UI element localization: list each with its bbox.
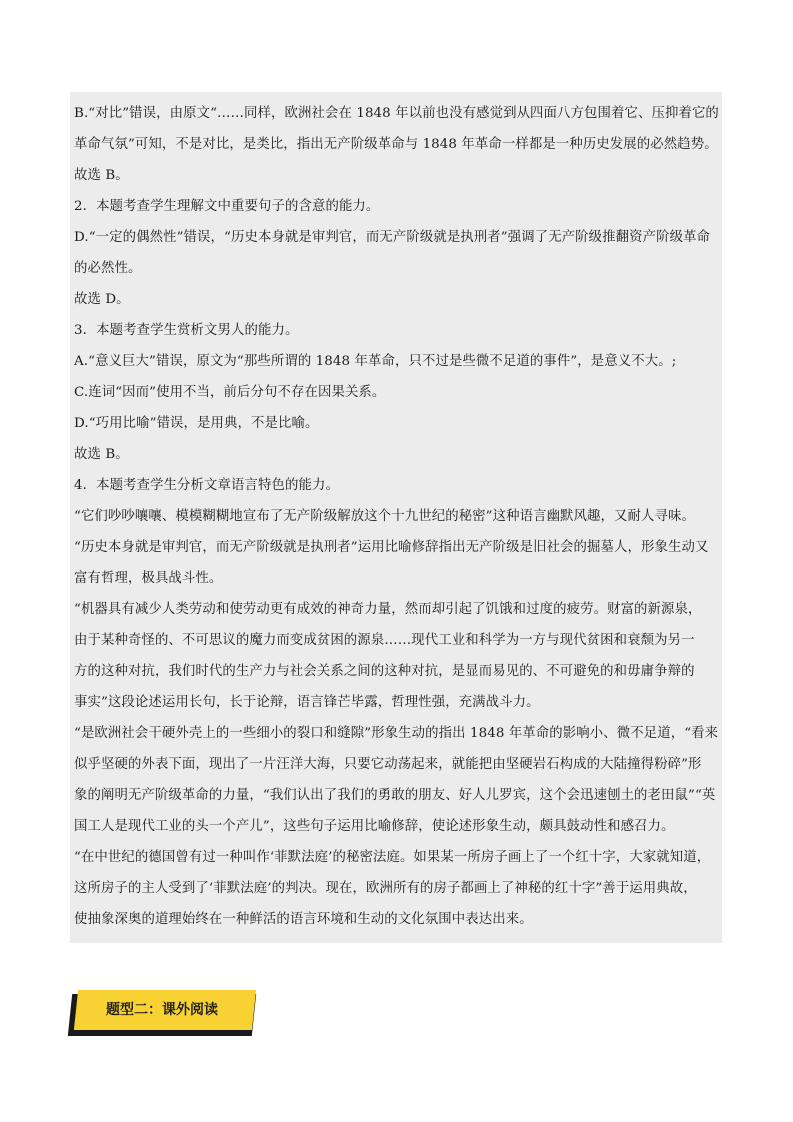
- answer-line: 2．本题考查学生理解文中重要句子的含意的能力。: [74, 199, 380, 214]
- answer-line: “是欧洲社会干硬外壳上的一些细小的裂口和缝隙”形象生动的指出 1848 年革命的影响小、微不足道，“看来: [74, 726, 719, 741]
- answer-line: “机器具有减少人类劳动和使劳动更有成效的神奇力量，然而却引起了饥饿和过度的疲劳。财富的新源泉，: [74, 602, 702, 617]
- answer-line: “历史本身就是审判官，而无产阶级就是执刑者”运用比喻修辞指出无产阶级是旧社会的掘墓人，形象生动又: [74, 540, 709, 555]
- banner-dots-decoration: [78, 1030, 118, 1036]
- answer-line: 4．本题考查学生分析文章语言特色的能力。: [74, 478, 339, 493]
- answer-line: 故选 B。: [74, 168, 129, 183]
- answer-line: 故选 D。: [74, 292, 130, 307]
- answer-line: B.“对比”错误，由原文“……同样，欧洲社会在 1848 年以前也没有感觉到从四面八方包围着它、压抑着它的: [74, 106, 719, 121]
- answer-line: 富有哲理，极具战斗性。: [74, 571, 223, 586]
- answer-line: 国工人是现代工业的头一个产儿”，这些句子运用比喻修辞，使论述形象生动，颇具鼓动性和感召力。: [74, 819, 675, 834]
- answer-line: C.连词“因而”使用不当，前后分句不存在因果关系。: [74, 385, 386, 400]
- answer-line: 似乎坚硬的外表下面，现出了一片汪洋大海，只要它动荡起来，就能把由坚硬岩石构成的大陆撞得粉碎”形: [74, 757, 702, 772]
- answer-line: 使抽象深奥的道理始终在一种鲜活的语言环境和生动的文化氛围中表达出来。: [74, 912, 533, 927]
- answer-explanation-block: [70, 92, 722, 943]
- answer-line: 故选 B。: [74, 447, 129, 462]
- answer-line: D.“一定的偶然性”错误，“历史本身就是审判官，而无产阶级就是执刑者”强调了无产阶级推翻资产阶级革命: [74, 230, 711, 245]
- answer-line: 事实”这段论述运用长句，长于论辩，语言锋芒毕露，哲理性强，充满战斗力。: [74, 695, 540, 710]
- section-tag-banner: [70, 990, 260, 1038]
- answer-line: 方的这种对抗，我们时代的生产力与社会关系之间的这种对抗，是显而易见的、不可避免的和毋庸争辩的: [74, 664, 695, 679]
- answer-line: 由于某种奇怪的、不可思议的魔力而变成贫困的源泉……现代工业和科学为一方与现代贫困和衰颓为另一: [74, 633, 695, 648]
- answer-line: 革命气氛”可知，不是对比，是类比，指出无产阶级革命与 1848 年革命一样都是一种历史发展的必然趋势。: [74, 137, 718, 152]
- answer-line: 象的阐明无产阶级革命的力量，“我们认出了我们的勇敢的朋友、好人儿罗宾，这个会迅速刨土的老田鼠”“英: [74, 788, 716, 803]
- answer-line: D.“巧用比喻”错误，是用典，不是比喻。: [74, 416, 319, 431]
- answer-line: 的必然性。: [74, 261, 142, 276]
- answer-line: 这所房子的主人受到了‘菲默法庭’的判决。现在，欧洲所有的房子都画上了神秘的红十字”善于运用典故，: [74, 881, 697, 896]
- answer-line: 3．本题考查学生赏析文男人的能力。: [74, 323, 299, 338]
- answer-line: “它们吵吵嚷嚷、模模糊糊地宣布了无产阶级解放这个十九世纪的秘密”这种语言幽默风趣，又耐人寻味。: [74, 509, 695, 524]
- answer-line: A.“意义巨大”错误，原文为“那些所谓的 1848 年革命，只不过是些微不足道的事件”，是意义不大。;: [74, 354, 677, 369]
- section-tag-label: 题型二：课外阅读: [106, 1002, 218, 1018]
- answer-line: “在中世纪的德国曾有过一种叫作‘菲默法庭’的秘密法庭。如果某一所房子画上了一个红十字，大家就知道，: [74, 850, 711, 865]
